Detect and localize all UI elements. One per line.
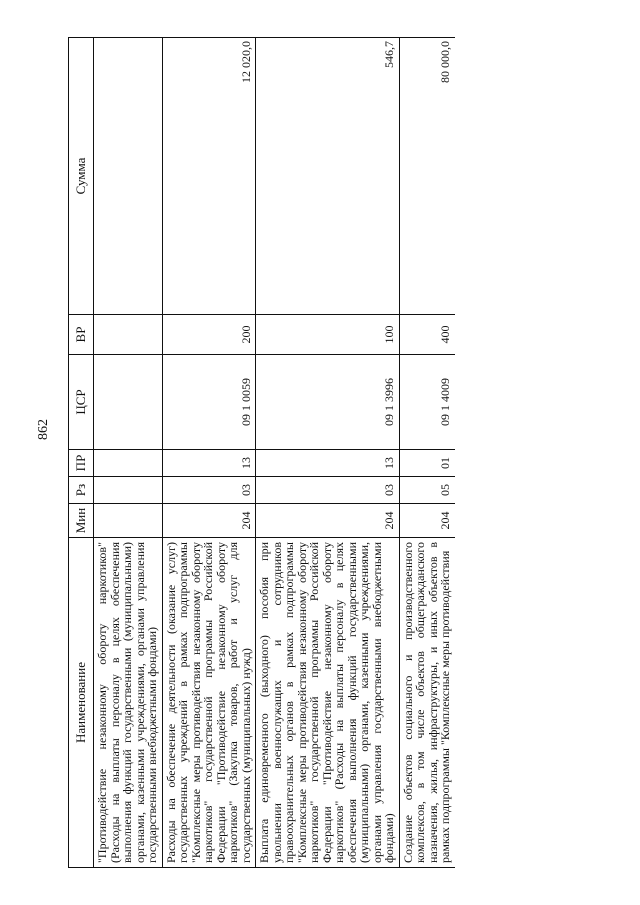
row-vr: 200: [162, 315, 256, 355]
row-min: [94, 504, 163, 538]
table-header-row: [69, 38, 94, 868]
row-vr: [94, 315, 163, 355]
row-rz: 03: [256, 477, 400, 504]
table-row: [162, 38, 256, 868]
row-name: Расходы на обеспечение деятельности (оказание услуг) государственных учреждений в рамках подпрограммы "Комплексные меры противодействия незаконному обороту наркотиков" государственной программы Российской Федерации "Противодействие незаконному обороту наркотиков" (Закупка товаров, работ и услуг для государственных (муниципальных) нужд): [162, 538, 256, 868]
row-min: 204: [256, 504, 400, 538]
row-pr: 13: [162, 450, 256, 477]
row-csr: 09 1 3996: [256, 355, 400, 450]
budget-table: [68, 37, 455, 868]
row-name: Создание объектов социального и производственного комплексов, в том числе объектов общегражданского назначения, жилья, инфраструктуры, и иных объектов в рамках подпрограммы "Комплексные меры противодействия: [399, 538, 455, 868]
row-rz: 05: [399, 477, 455, 504]
row-sum: 546,7: [256, 38, 400, 315]
header-pr: ПР: [69, 450, 94, 477]
table-row: [94, 38, 163, 868]
row-sum: [94, 38, 163, 315]
row-csr: [94, 355, 163, 450]
row-pr: [94, 450, 163, 477]
page-number: 862: [36, 419, 51, 440]
header-rz: Рз: [69, 477, 94, 504]
header-vr: ВР: [69, 315, 94, 355]
header-sum: Сумма: [69, 38, 94, 315]
row-csr: 09 1 0059: [162, 355, 256, 450]
row-vr: 400: [399, 315, 455, 355]
table-row: [399, 38, 455, 868]
row-sum: 80 000,0: [399, 38, 455, 315]
table-row: [256, 38, 400, 868]
rotated-page-content: [68, 38, 568, 868]
row-rz: 03: [162, 477, 256, 504]
header-name: Наименование: [69, 538, 94, 868]
row-csr: 09 1 4009: [399, 355, 455, 450]
row-name: "Противодействие незаконному обороту наркотиков" (Расходы на выплаты персоналу в целях обеспечения выполнения функций государственными (муниципальными) органами, казенными учреждениями, органами управления государственными внебюджетными фондами): [94, 538, 163, 868]
row-name: Выплата единовременного (выходного) пособия при увольнении военнослужащих и сотрудников правоохранительных органов в рамках подпрограммы "Комплексные меры противодействия незаконному обороту наркотиков" государственной программы Российской Федерации "Противодействие незаконному обороту наркотиков" (Расходы на выплаты персоналу в целях обеспечения выполнения функций государственными (муниципальными) органами, казенными учреждениями, органами управления государственными внебюджетными фондами): [256, 538, 400, 868]
header-min: Мин: [69, 504, 94, 538]
row-min: 204: [162, 504, 256, 538]
row-pr: 01: [399, 450, 455, 477]
header-csr: ЦСР: [69, 355, 94, 450]
row-pr: 13: [256, 450, 400, 477]
row-vr: 100: [256, 315, 400, 355]
row-sum: 12 020,0: [162, 38, 256, 315]
row-rz: [94, 477, 163, 504]
row-min: 204: [399, 504, 455, 538]
